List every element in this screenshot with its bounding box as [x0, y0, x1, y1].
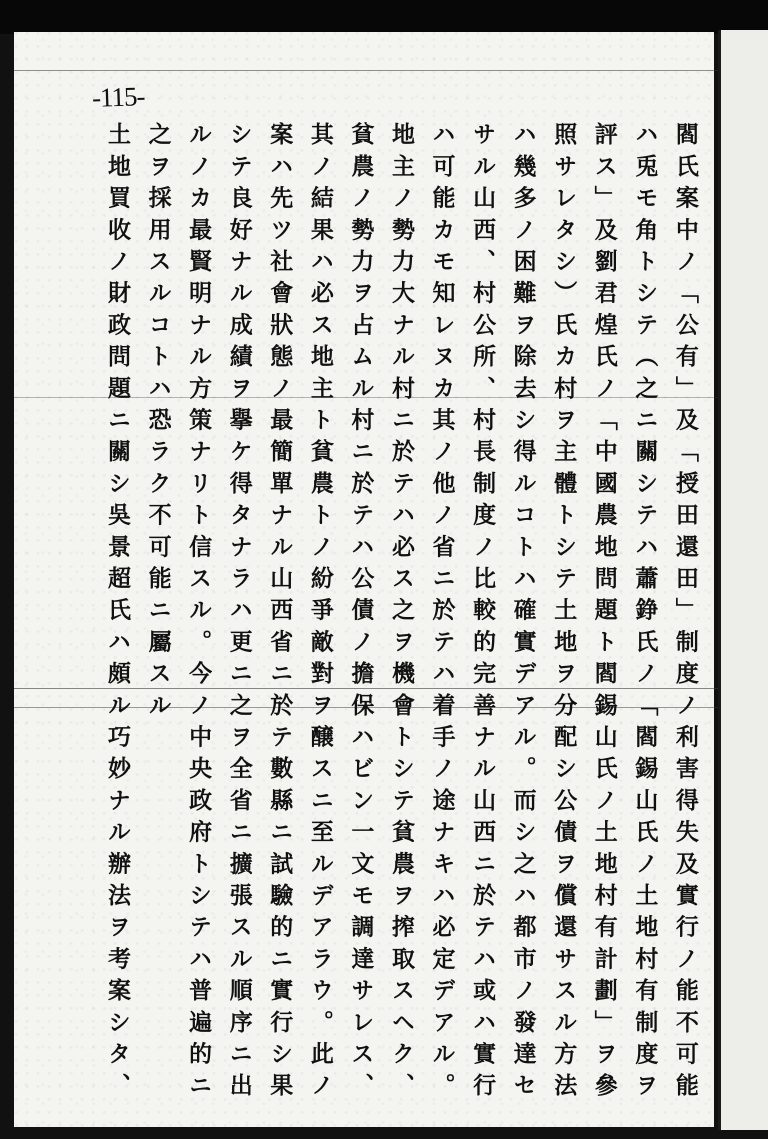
text-column-11: 案ハ先ツ社會狀態ノ最簡單ナル山西省ニ於テ數縣ニ試驗的ニ實行シ果 [266, 122, 293, 1105]
page-number-value: 115 [99, 81, 137, 113]
text-column-2: ハ兎モ角トシテ（之ニ關シテハ蕭錚氏ノ「閻錫山氏ノ土地村有制度ヲ [631, 122, 658, 1105]
scan-top-edge [0, 0, 768, 34]
text-column-10: 其ノ結果ハ必ス地主ト貧農トノ紛爭敵對ヲ醸スニ至ルデアラウ。此ノ [306, 122, 333, 1105]
text-column-7: ハ可能カモ知レヌカ其ノ他ノ省ニ於テハ着手ノ途ナキハ必定デアル。 [428, 122, 455, 1105]
body-text [96, 122, 698, 1105]
text-column-8: 地主ノ勢力大ナル村ニ於テハ必ス之ヲ機會トシテ貧農ヲ搾取スヘク、 [387, 122, 414, 1105]
text-column-15: 土地買收ノ財政問題ニ關シ吳景超氏ハ頗ル巧妙ナル辦法ヲ考案シタ、 [104, 122, 130, 1105]
text-column-12: シテ良好ナル成績ヲ擧ケ得タナラハ更ニ之ヲ全省ニ擴張スル順序ニ出 [225, 122, 252, 1105]
page-number: -115- [91, 81, 145, 113]
facing-page-edge [718, 30, 768, 1130]
scan-line [14, 70, 718, 71]
text-column-5: ハ幾多ノ困難ヲ除去シ得ルコトハ確實デアル。而シ之ハ都市ノ發達セ [509, 122, 536, 1105]
text-column-9: 貧農ノ勢力ヲ占ムル村ニ於テハ公債ノ擔保ハビン一文モ調達サレス、 [347, 122, 374, 1105]
text-column-1: 閻氏案中ノ「公有」及「授田還田」制度ノ利害得失及實行ノ能不可能 [671, 122, 698, 1105]
text-column-13: ルノカ最賢明ナル方策ナリト信スル。今ノ中央政府トシテハ普遍的ニ [185, 122, 212, 1105]
text-column-6: サル山西、村公所、村長制度ノ比較的完善ナル山西ニ於テハ或ハ實行 [469, 122, 496, 1105]
text-column-3: 評ス」及劉君煌氏ノ「中國農地問題ト閻錫山氏ノ土地村有計劃」ヲ參 [590, 122, 617, 1105]
text-column-14: 之ヲ採用スルコトハ恐ラク不可能ニ屬スル [144, 122, 171, 725]
text-column-4: 照サレタシ）氏カ村ヲ主體トシテ土地ヲ分配シ公債ヲ償還サスル方法 [550, 122, 577, 1105]
